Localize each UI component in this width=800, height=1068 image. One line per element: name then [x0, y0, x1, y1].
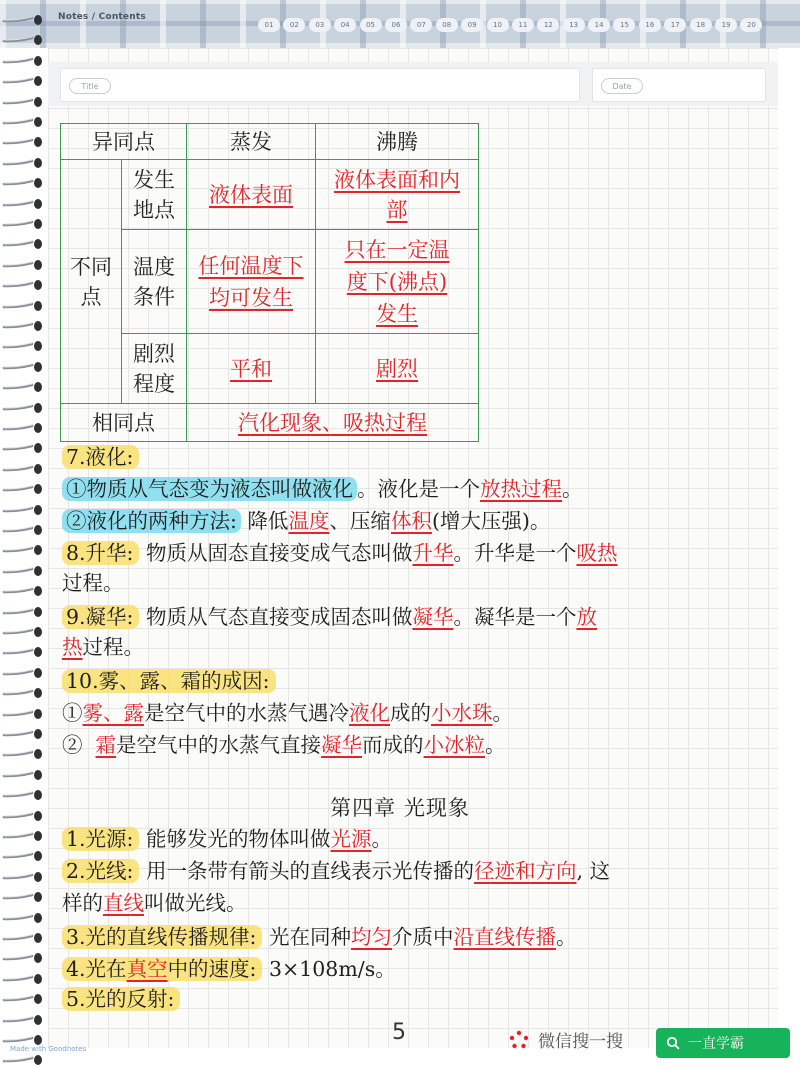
- spiral-ring: [2, 665, 42, 681]
- note-8: 8.升华: 物质从固态直接变成气态叫做升华。升华是一个吸热: [62, 538, 617, 568]
- chapter-title: 第四章 光现象: [330, 796, 470, 820]
- page-tab[interactable]: 02: [283, 18, 305, 32]
- spiral-ring: [2, 971, 42, 987]
- same-value: 汽化现象、吸热过程: [238, 410, 427, 435]
- spiral-ring: [2, 706, 42, 722]
- row-label-location: [122, 160, 187, 230]
- boil-location: 液体表面和内部: [334, 167, 460, 222]
- spiral-ring: [2, 869, 42, 885]
- evap-temp: 任何温度下均可发生: [198, 253, 304, 310]
- spiral-ring: [2, 155, 42, 171]
- evap-location: 液体表面: [209, 182, 293, 207]
- page-tab[interactable]: 13: [563, 18, 585, 32]
- note-light-1: 1.光源: 能够发光的物体叫做光源。: [62, 824, 392, 854]
- page-tab[interactable]: 14: [588, 18, 610, 32]
- page-tab[interactable]: 19: [715, 18, 737, 32]
- evap-location-cell: [187, 160, 316, 230]
- note-8-cont: 过程。: [62, 571, 124, 595]
- row-label-intensity: [122, 334, 187, 404]
- spiral-ring: [2, 604, 42, 620]
- date-label: Date: [601, 78, 643, 94]
- note-light-2: 2.光线: 用一条带有箭头的直线表示光传播的径迹和方向, 这: [62, 856, 610, 886]
- spiral-ring: [2, 930, 42, 946]
- spiral-ring: [2, 950, 42, 966]
- diff-label-cell: [61, 160, 122, 404]
- boil-temp: 只在一定温度下(沸点) 发生: [344, 237, 450, 326]
- note-9-cont: 热过程。: [62, 635, 144, 659]
- title-field[interactable]: [60, 68, 580, 102]
- page-tabs: [258, 18, 762, 32]
- page-tab[interactable]: 07: [410, 18, 432, 32]
- note-light-4: 4.光在真空中的速度: 3×108m/s。: [62, 954, 396, 984]
- spiral-ring: [2, 420, 42, 436]
- spiral-ring: [2, 73, 42, 89]
- comparison-table: [60, 123, 479, 442]
- page-tab[interactable]: 11: [512, 18, 534, 32]
- evap-intensity-cell: [187, 334, 316, 404]
- note-7-heading: 7.液化:: [62, 442, 139, 472]
- spiral-ring: [2, 644, 42, 660]
- page-tab[interactable]: 18: [690, 18, 712, 32]
- note-10a: ①雾、露是空气中的水蒸气遇冷液化成的小水珠。: [62, 701, 513, 725]
- spiral-ring: [2, 94, 42, 110]
- spiral-ring: [2, 726, 42, 742]
- search-account-label: 一直学霸: [688, 1036, 744, 1052]
- spiral-ring: [2, 379, 42, 395]
- row-label-text: 温度条件: [133, 254, 175, 309]
- page-tab[interactable]: 17: [664, 18, 686, 32]
- spiral-ring: [2, 134, 42, 150]
- note-9: 9.凝华: 物质从气态直接变成固态叫做凝华。凝华是一个放: [62, 602, 597, 632]
- page-tab[interactable]: 15: [613, 18, 635, 32]
- spiral-ring: [2, 114, 42, 130]
- spiral-ring: [2, 175, 42, 191]
- plaid-header: [0, 0, 800, 48]
- spiral-ring: [2, 767, 42, 783]
- breadcrumb[interactable]: Notes / Contents: [58, 12, 146, 22]
- spiral-ring: [2, 624, 42, 640]
- spiral-ring: [2, 522, 42, 538]
- diff-label: 不同点: [70, 254, 112, 309]
- spiral-ring: [2, 889, 42, 905]
- spiral-ring: [2, 12, 42, 28]
- spiral-ring: [2, 338, 42, 354]
- boil-intensity: 剧烈: [376, 356, 418, 381]
- spiral-ring: [2, 848, 42, 864]
- page-tab[interactable]: 16: [639, 18, 661, 32]
- wechat-search-badge[interactable]: [508, 1027, 623, 1052]
- spiral-ring: [2, 318, 42, 334]
- boil-temp-cell: [316, 230, 479, 334]
- evap-intensity: 平和: [230, 356, 272, 381]
- page-tab[interactable]: 08: [436, 18, 458, 32]
- search-account-button[interactable]: [656, 1028, 790, 1058]
- row-label-temperature: [122, 230, 187, 334]
- spiral-ring: [2, 277, 42, 293]
- spiral-ring: [2, 563, 42, 579]
- goodnotes-watermark: Made with Goodnotes: [10, 1045, 87, 1053]
- wechat-search-text: 微信搜一搜: [538, 1032, 623, 1052]
- spiral-ring: [2, 440, 42, 456]
- spiral-ring: [2, 32, 42, 48]
- spiral-ring: [2, 236, 42, 252]
- page-tab[interactable]: 03: [309, 18, 331, 32]
- spiral-ring: [2, 502, 42, 518]
- spiral-ring: [2, 685, 42, 701]
- spiral-ring: [2, 481, 42, 497]
- note-light-2-cont: 样的直线叫做光线。: [62, 891, 247, 915]
- spiral-ring: [2, 461, 42, 477]
- note-10-heading: 10.雾、露、霜的成因:: [62, 666, 276, 696]
- note-light-3: 3.光的直线传播规律: 光在同种均匀介质中沿直线传播。: [62, 922, 577, 952]
- page-tab[interactable]: 05: [360, 18, 382, 32]
- page-tab[interactable]: 09: [461, 18, 483, 32]
- page-tab[interactable]: 10: [487, 18, 509, 32]
- header-cell-evaporation: 蒸发: [187, 124, 316, 160]
- page-number: 5: [392, 1020, 406, 1045]
- page-tab[interactable]: 20: [740, 18, 762, 32]
- spiral-ring: [2, 359, 42, 375]
- spiral-ring: [2, 828, 42, 844]
- spiral-ring: [2, 991, 42, 1007]
- row-label-text: 发生地点: [133, 167, 175, 222]
- page-tab[interactable]: 01: [258, 18, 280, 32]
- page-tab[interactable]: 12: [537, 18, 559, 32]
- spiral-ring: [2, 1012, 42, 1028]
- spiral-ring: [2, 196, 42, 212]
- same-value-cell: [187, 404, 479, 442]
- spiral-ring: [2, 910, 42, 926]
- header-cell-aspect: 异同点: [61, 124, 187, 160]
- spiral-ring: [2, 746, 42, 762]
- note-light-5: 5.光的反射:: [62, 984, 180, 1014]
- evap-temp-cell: [187, 230, 316, 334]
- spiral-ring: [2, 216, 42, 232]
- spiral-ring: [2, 400, 42, 416]
- title-label: Title: [69, 78, 111, 94]
- spiral-ring: [2, 583, 42, 599]
- boil-location-cell: [316, 160, 479, 230]
- note-7b: ②液化的两种方法: 降低温度、压缩体积(增大压强)。: [62, 506, 550, 536]
- same-label: 相同点: [61, 404, 187, 442]
- spiral-ring: [2, 542, 42, 558]
- page-tab[interactable]: 04: [334, 18, 356, 32]
- spiral-ring: [2, 257, 42, 273]
- wechat-search-icon: [508, 1029, 530, 1051]
- header-cell-boiling: 沸腾: [316, 124, 479, 160]
- row-label-text: 剧烈程度: [133, 341, 175, 396]
- page-tab[interactable]: 06: [385, 18, 407, 32]
- boil-intensity-cell: [316, 334, 479, 404]
- spiral-ring: [2, 53, 42, 69]
- search-icon: [666, 1036, 680, 1050]
- spiral-ring: [2, 298, 42, 314]
- date-field[interactable]: [592, 68, 766, 102]
- note-10b: ② 霜是空气中的水蒸气直接凝华而成的小冰粒。: [62, 733, 506, 757]
- note-7a: ①物质从气态变为液态叫做液化 。液化是一个放热过程。: [62, 474, 583, 504]
